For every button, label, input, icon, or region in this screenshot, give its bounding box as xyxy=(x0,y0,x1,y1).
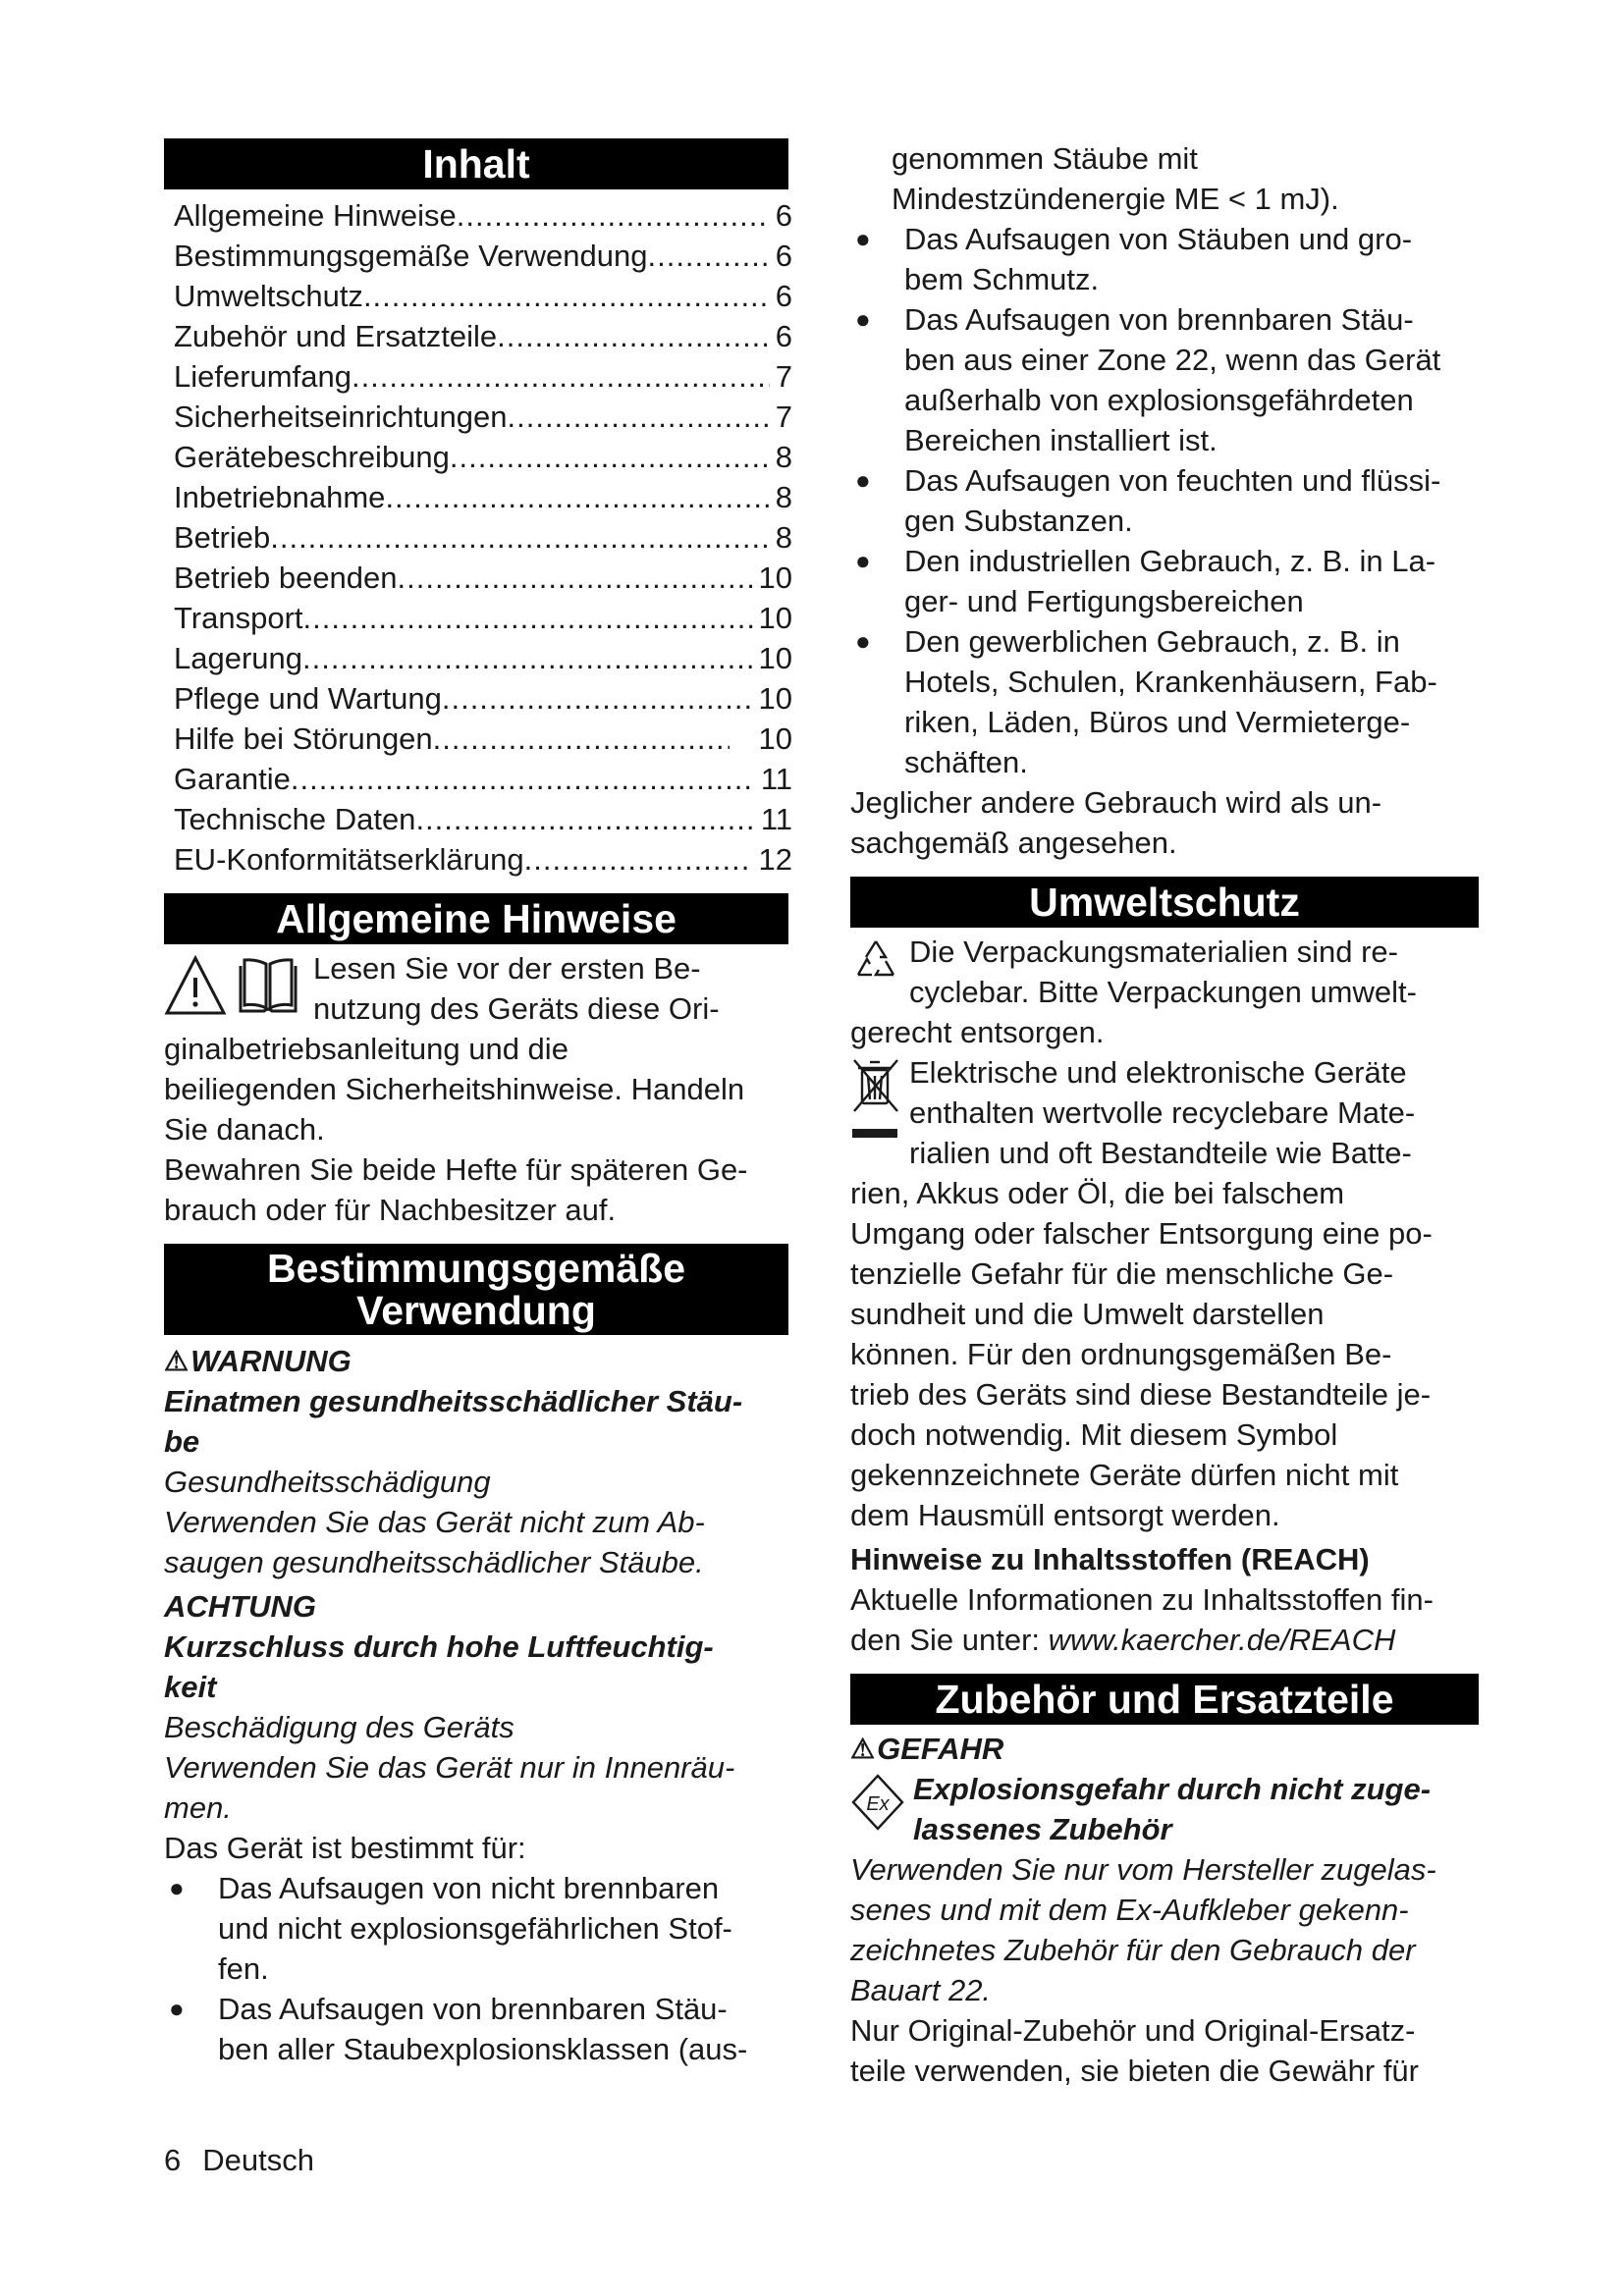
toc-entry[interactable] xyxy=(174,195,792,236)
toc-entry-page: 10 xyxy=(758,561,792,595)
toc-entry-page: 10 xyxy=(758,641,792,675)
list-item: ● Das Aufsaugen von brennbaren Stäu- ben aus einer Zone 22, wenn das Gerät außerhalb von explosionsgefährdeten Bereichen installiert ist. xyxy=(850,299,1479,460)
toc-entry-label: Technische Daten xyxy=(174,802,416,836)
toc-dot-leader xyxy=(433,719,730,759)
section-heading-allgemeine-hinweise: Allgemeine Hinweise xyxy=(164,893,788,944)
toc-dot-leader xyxy=(303,598,753,638)
warning-label: ⚠ WARNUNG xyxy=(164,1341,788,1381)
section-heading-bestimmungsgemaesse-verwendung: Bestimmungsgemäße Verwendung xyxy=(164,1244,788,1335)
continued-list-text: genommen Stäube mit Mindestzündenergie ME < 1 mJ). xyxy=(892,141,1339,216)
toc-entry[interactable] xyxy=(174,678,792,719)
list-item: ● Den gewerblichen Gebrauch, z. B. in Hotels, Schulen, Krankenhäusern, Fab- riken, Läden, Büros und Vermieterge- schäften. xyxy=(850,621,1479,782)
crossed-out-bin-icon xyxy=(850,1056,901,1160)
toc-entry-page: 11 xyxy=(760,802,792,836)
danger-text: Verwenden Sie nur vom Hersteller zugelas- senes und mit dem Ex-Aufkleber gekenn- zeichnetes Zubehör für den Gebrauch der Bauart 22. xyxy=(850,1852,1436,2007)
toc-entry-page: 8 xyxy=(775,520,792,555)
danger-title: Explosionsgefahr durch nicht zuge- lassenes Zubehör xyxy=(913,1772,1432,1846)
intended-use-intro: Das Gerät ist bestimmt für: xyxy=(164,1831,526,1865)
toc-entry[interactable] xyxy=(174,759,792,799)
weee-paragraph: Elektrische und elektronische Geräte enthalten wertvolle recyclebare Mate- rialien und oft Bestandteile wie Batte- rien, Akkus oder Öl, die bei falschem Umgang oder falscher Entsorgung eine po- tenzielle Gefahr für die menschliche Ge- sundheit und die Umwelt darstellen können. Für den ordnungsgemäßen Be- trieb des Geräts sind diese Bestandteile je- doch notwendig. Mit diesem Symbol gekennzeichnete Geräte dürfen nicht mit dem Hausmüll entsorgt werden. xyxy=(850,1055,1433,1532)
bullet-icon: ● xyxy=(855,465,871,495)
toc-entry-label: Gerätebeschreibung xyxy=(174,440,450,474)
toc-entry-label: Hilfe bei Störungen xyxy=(174,721,433,756)
toc-dot-leader xyxy=(415,799,754,839)
packaging-paragraph: Die Verpackungsmaterialien sind re- cyclebar. Bitte Verpackungen umwelt- gerecht entsorgen. xyxy=(850,934,1417,1049)
toc-entry[interactable] xyxy=(174,397,792,437)
toc-entry-page: 7 xyxy=(775,400,792,434)
toc-entry-label: Lieferumfang xyxy=(174,359,352,394)
list-item: ● Das Aufsaugen von feuchten und flüssi- gen Substanzen. xyxy=(850,460,1479,541)
caution-title: Kurzschluss durch hohe Luftfeuchtig- keit xyxy=(164,1629,714,1704)
toc-entry[interactable] xyxy=(174,437,792,477)
toc-entry-page: 6 xyxy=(775,319,792,353)
toc-entry-page: 10 xyxy=(758,721,792,756)
toc-entry-page: 6 xyxy=(775,198,792,233)
list-item: ● Das Aufsaugen von Stäuben und gro- bem Schmutz. xyxy=(850,219,1479,299)
page-number: 6 xyxy=(164,2143,182,2177)
table-of-contents xyxy=(174,195,792,880)
toc-entry-label: Transport xyxy=(174,601,303,635)
bullet-icon: ● xyxy=(855,626,871,656)
toc-entry-page: 11 xyxy=(760,762,792,796)
toc-entry[interactable] xyxy=(174,356,792,397)
toc-dot-leader xyxy=(291,759,755,799)
toc-entry[interactable] xyxy=(174,316,792,356)
toc-entry[interactable] xyxy=(174,638,792,678)
right-column xyxy=(850,0,1479,2091)
caution-label: ACHTUNG xyxy=(164,1589,316,1624)
toc-entry[interactable] xyxy=(174,276,792,316)
toc-entry[interactable] xyxy=(174,839,792,880)
ex-explosion-protection-icon xyxy=(850,1773,905,1842)
caution-text: Beschädigung des Geräts Verwenden Sie das Gerät nur in Innenräu- men. xyxy=(164,1710,735,1825)
toc-entry-label: Bestimmungsgemäße Verwendung xyxy=(174,239,648,273)
toc-entry-label: EU-Konformitätserklärung xyxy=(174,842,524,877)
toc-entry-label: Allgemeine Hinweise xyxy=(174,198,457,233)
toc-entry-page: 6 xyxy=(775,239,792,273)
reach-paragraph: Aktuelle Informationen zu Inhaltsstoffen fin- den Sie unter: www.kaercher.de/REACH xyxy=(850,1582,1434,1657)
toc-dot-leader xyxy=(508,397,770,437)
warning-text: Gesundheitsschädigung Verwenden Sie das Gerät nicht zum Ab- saugen gesundheitsschädlicher Stäube. xyxy=(164,1465,705,1579)
section-heading-zubehoer-und-ersatzteile: Zubehör und Ersatzteile xyxy=(850,1674,1479,1725)
toc-dot-leader xyxy=(524,839,753,880)
svg-text:Ex: Ex xyxy=(866,1793,890,1815)
toc-entry[interactable] xyxy=(174,799,792,839)
section-umweltschutz xyxy=(850,932,1479,1660)
intro-paragraph: Lesen Sie vor der ersten Be- nutzung des Geräts diese Ori- ginalbetriebsanleitung und die beiliegenden Sicherheitshinweise. Handeln Sie danach. xyxy=(164,951,745,1147)
toc-entry-label: Lagerung xyxy=(174,641,303,675)
bullet-icon: ● xyxy=(169,1994,185,2023)
icon-group xyxy=(164,954,299,1027)
warning-sign-icon: ⚠ xyxy=(850,1734,876,1764)
toc-entry-label: Inbetriebnahme xyxy=(174,480,386,514)
warning-triangle-icon xyxy=(164,954,227,1027)
original-parts-paragraph: Nur Original-Zubehör und Original-Ersatz- teile verwenden, sie bieten die Gewähr für xyxy=(850,2013,1419,2088)
bullet-icon: ● xyxy=(855,546,871,575)
page-footer xyxy=(164,2140,314,2180)
reach-heading: Hinweise zu Inhaltsstoffen (REACH) xyxy=(850,1542,1370,1576)
toc-entry-page: 6 xyxy=(775,279,792,313)
toc-entry[interactable] xyxy=(174,558,792,598)
toc-dot-leader xyxy=(270,517,770,558)
toc-entry[interactable] xyxy=(174,598,792,638)
toc-entry-label: Betrieb xyxy=(174,520,271,555)
toc-dot-leader xyxy=(450,437,770,477)
recycling-icon xyxy=(850,935,901,996)
toc-entry-page: 8 xyxy=(775,480,792,514)
read-manual-book-icon xyxy=(237,954,299,1027)
toc-dot-leader xyxy=(497,316,770,356)
toc-entry-page: 10 xyxy=(758,601,792,635)
section-zubehoer-und-ersatzteile xyxy=(850,1729,1479,2091)
toc-entry-label: Umweltschutz xyxy=(174,279,363,313)
toc-entry-label: Zubehör und Ersatzteile xyxy=(174,319,498,353)
section-bestimmungsgemaesse-verwendung xyxy=(164,1341,788,2069)
toc-entry-page: 12 xyxy=(758,842,792,877)
toc-entry[interactable] xyxy=(174,719,792,759)
list-item: ● Das Aufsaugen von brennbaren Stäu- ben aller Staubexplosionsklassen (aus- xyxy=(164,1989,788,2069)
toc-dot-leader xyxy=(363,276,770,316)
bullet-icon: ● xyxy=(855,224,871,253)
keep-manual-paragraph: Bewahren Sie beide Hefte für späteren Ge- brauch oder für Nachbesitzer auf. xyxy=(164,1152,748,1227)
toc-entry-page: 8 xyxy=(775,440,792,474)
toc-entry[interactable] xyxy=(174,517,792,558)
toc-entry[interactable] xyxy=(174,236,792,276)
toc-dot-leader xyxy=(385,477,769,517)
toc-entry-label: Garantie xyxy=(174,762,291,796)
toc-entry-page: 7 xyxy=(775,359,792,394)
toc-entry-label: Betrieb beenden xyxy=(174,561,398,595)
toc-dot-leader xyxy=(302,638,753,678)
toc-dot-leader xyxy=(442,678,753,719)
danger-label: ⚠ GEFAHR xyxy=(850,1729,1479,1769)
toc-dot-leader xyxy=(398,558,753,598)
toc-dot-leader xyxy=(647,236,769,276)
footer-language: Deutsch xyxy=(202,2143,314,2177)
toc-entry-page: 10 xyxy=(758,681,792,716)
toc-entry-label: Pflege und Wartung xyxy=(174,681,442,716)
list-item: ● Den industriellen Gebrauch, z. B. in La- ger- und Fertigungsbereichen xyxy=(850,541,1479,621)
left-column xyxy=(164,0,792,2069)
intended-use-list xyxy=(850,219,1479,782)
toc-entry[interactable] xyxy=(174,477,792,517)
bullet-icon: ● xyxy=(169,1873,185,1902)
warning-sign-icon: ⚠ xyxy=(164,1346,189,1376)
section-allgemeine-hinweise xyxy=(164,948,788,1230)
toc-entry-label: Sicherheitseinrichtungen xyxy=(174,400,508,434)
toc-dot-leader xyxy=(457,195,770,236)
section-heading-umweltschutz: Umweltschutz xyxy=(850,877,1479,928)
list-item: ● Das Aufsaugen von nicht brennbaren und nicht explosionsgefährlichen Stof- fen. xyxy=(164,1868,788,1989)
toc-heading: Inhalt xyxy=(164,138,788,189)
improper-use-paragraph: Jeglicher andere Gebrauch wird als un- sachgemäß angesehen. xyxy=(850,785,1382,860)
reach-url-link[interactable]: www.kaercher.de/REACH xyxy=(1048,1623,1396,1657)
warning-title: Einatmen gesundheitsschädlicher Stäu- be xyxy=(164,1384,743,1459)
bullet-icon: ● xyxy=(855,304,871,334)
toc-dot-leader xyxy=(352,356,770,397)
